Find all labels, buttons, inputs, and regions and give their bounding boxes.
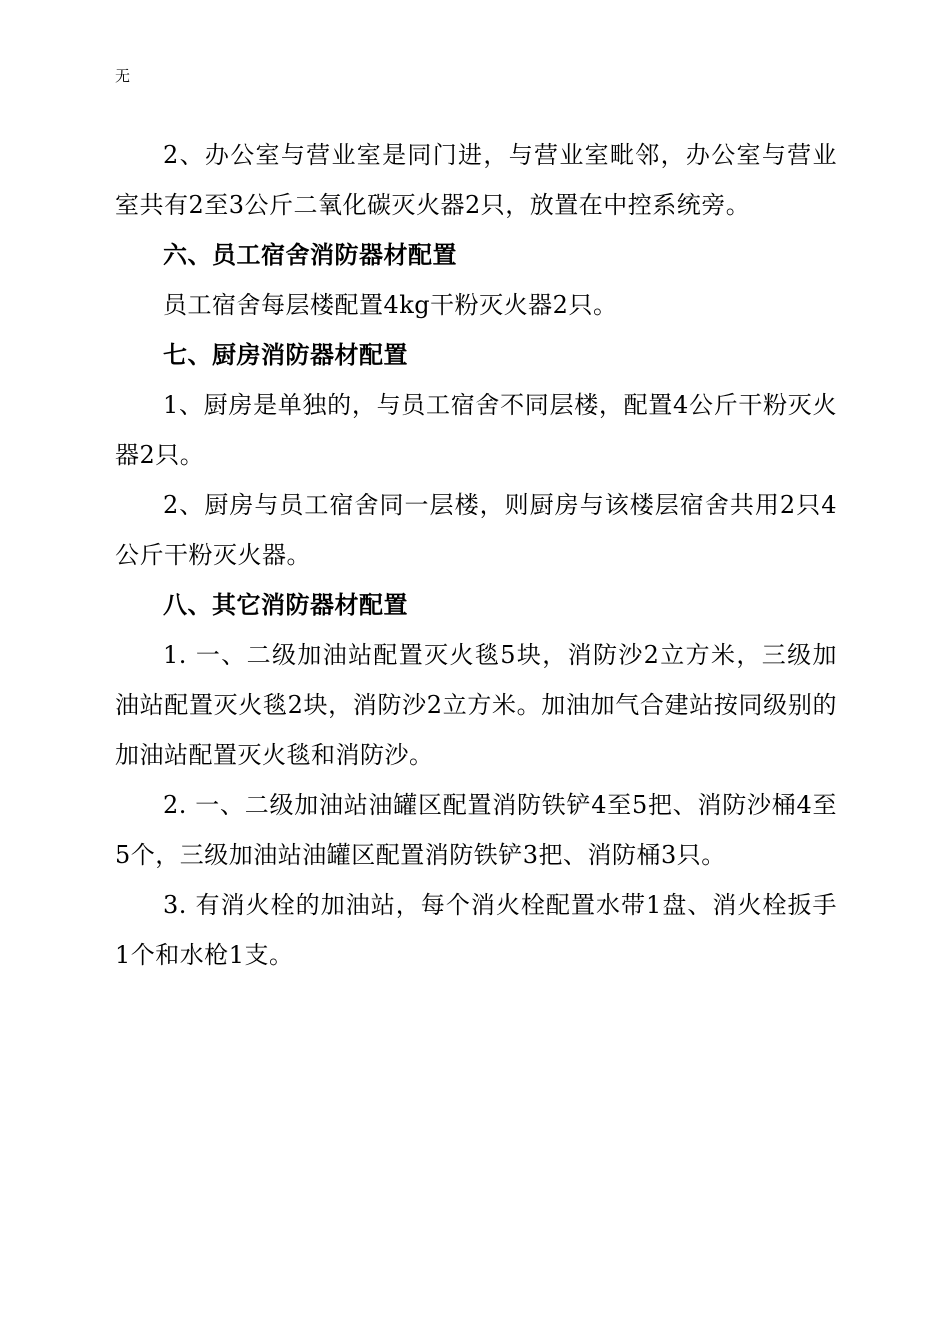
section-6-paragraph: 员工宿舍每层楼配置4kg干粉灭火器2只。 [163, 291, 618, 319]
section-8-item-1: 1. 一、二级加油站配置灭火毯5块，消防沙2立方米，三级加油站配置灭火毯2块，消防沙2立方米。加油加气合建站按同级别的加油站配置灭火毯和消防沙。 [115, 641, 837, 769]
section-8-item-3: 3. 有消火栓的加油站，每个消火栓配置水带1盘、消火栓扳手1个和水枪1支。 [115, 891, 837, 969]
section-8-heading: 八、其它消防器材配置 [163, 591, 408, 619]
header-mark: 无 [115, 67, 131, 85]
section-8-item-2: 2. 一、二级加油站油罐区配置消防铁铲4至5把、消防沙桶4至5个，三级加油站油罐区配置消防铁铲3把、消防桶3只。 [115, 791, 837, 869]
office-paragraph-2: 2、办公室与营业室是同门进，与营业室毗邻，办公室与营业室共有2至3公斤二氧化碳灭火器2只，放置在中控系统旁。 [115, 141, 837, 219]
section-7-item-1: 1、厨房是单独的，与员工宿舍不同层楼，配置4公斤干粉灭火器2只。 [115, 391, 837, 469]
document-body [115, 130, 837, 980]
section-7-heading: 七、厨房消防器材配置 [163, 341, 408, 369]
section-7-item-2: 2、厨房与员工宿舍同一层楼，则厨房与该楼层宿舍共用2只4公斤干粉灭火器。 [115, 491, 837, 569]
section-6-heading: 六、员工宿舍消防器材配置 [163, 241, 457, 269]
